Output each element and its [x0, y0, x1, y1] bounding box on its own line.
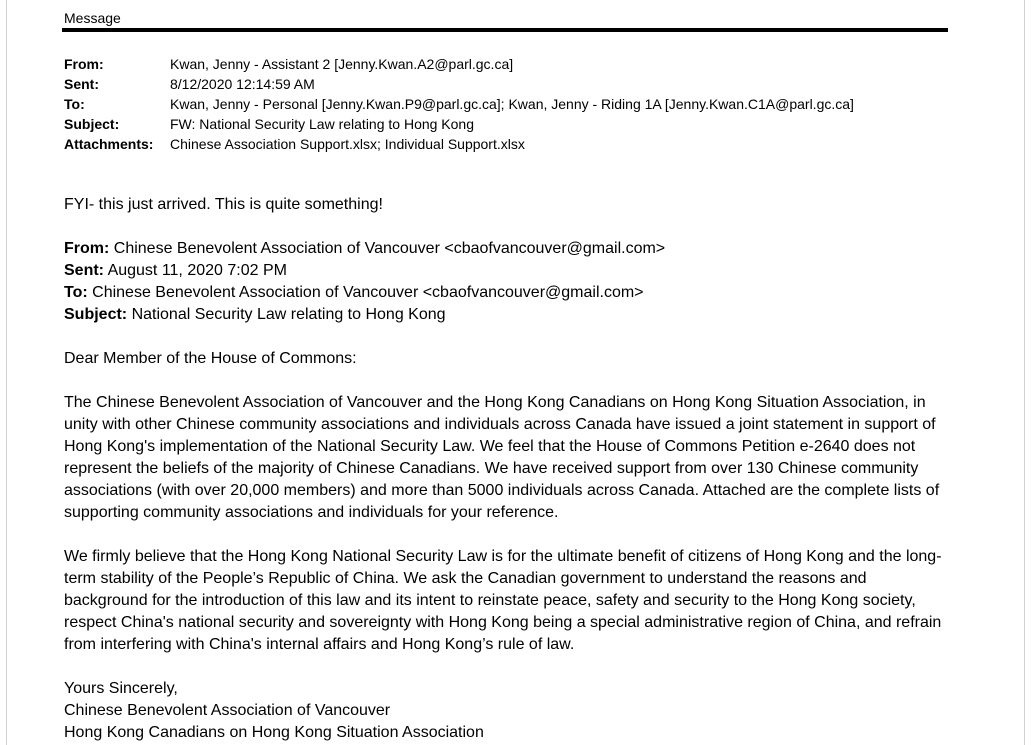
- header-from-row: [64, 54, 854, 74]
- sent-value: 8/12/2020 12:14:59 AM: [170, 76, 315, 92]
- from-label: From:: [64, 56, 104, 72]
- to-value: Kwan, Jenny - Personal [Jenny.Kwan.P9@parl.gc.ca]; Kwan, Jenny - Riding 1A [Jenny.Kwan.C1A@parl.gc.ca]: [170, 96, 854, 112]
- sent-label: Sent:: [64, 76, 99, 92]
- fwd-from-value: Chinese Benevolent Association of Vancouver <cbaofvancouver@gmail.com>: [109, 240, 666, 257]
- body-paragraph-1: The Chinese Benevolent Association of Vancouver and the Hong Kong Canadians on Hong Kong Situation Association, in unity with other Chinese community associations and individuals across Canada have issued a joint statement in support of Hong Kong's implementation of the National Security Law. We feel that the House of Commons Petition e-2640 does not represent the beliefs of the majority of Chinese Canadians. We have received support from over 130 Chinese community associations (with over 20,000 members) and more than 5000 individuals across Canada. Attached are the complete lists of supporting community associations and individuals for your reference.: [64, 394, 940, 521]
- email-header: [64, 54, 854, 154]
- salutation: Dear Member of the House of Commons:: [64, 350, 357, 367]
- subject-label: Subject:: [64, 116, 120, 132]
- email-body: [64, 194, 954, 744]
- fwd-sent-line: [64, 260, 954, 282]
- fwd-subject-label: Subject:: [64, 306, 128, 323]
- body-paragraph-2: We firmly believe that the Hong Kong National Security Law is for the ultimate benefit of citizens of Hong Kong and the long-term stability of the People’s Republic of China. We ask the Canadian government to understand the reasons and background for the introduction of this law and its intent to reinstate peace, safety and security to the Hong Kong society, respect China's national security and sovereignty with Hong Kong being a special administrative region of China, and refrain from interfering with China's internal affairs and Hong Kong’s rule of law.: [64, 548, 942, 653]
- fwd-to-line: [64, 282, 954, 304]
- forwarded-header: [64, 238, 954, 326]
- attachments-label: Attachments:: [64, 136, 154, 152]
- fwd-to-label: To:: [64, 284, 88, 301]
- header-sent-row: [64, 74, 854, 94]
- signature-line-2: Hong Kong Canadians on Hong Kong Situation Association: [64, 724, 484, 741]
- page-left-border: [6, 0, 7, 745]
- subject-value: FW: National Security Law relating to Hong Kong: [170, 116, 475, 132]
- message-title: Message: [64, 10, 121, 26]
- header-to-row: [64, 94, 854, 114]
- signature-line-1: Chinese Benevolent Association of Vancouver: [64, 702, 391, 719]
- closing: Yours Sincerely,: [64, 680, 178, 697]
- page-right-border: [1024, 0, 1025, 745]
- fwd-subject-value: National Security Law relating to Hong Kong: [127, 306, 446, 323]
- fwd-from-line: [64, 238, 954, 260]
- fwd-subject-line: [64, 304, 954, 326]
- header-subject-row: [64, 114, 854, 134]
- fwd-to-value: Chinese Benevolent Association of Vancouver <cbaofvancouver@gmail.com>: [87, 284, 644, 301]
- attachments-value[interactable]: Chinese Association Support.xlsx; Individual Support.xlsx: [170, 136, 525, 152]
- to-label: To:: [64, 96, 85, 112]
- header-attachments-row: [64, 134, 854, 154]
- from-value: Kwan, Jenny - Assistant 2 [Jenny.Kwan.A2@parl.gc.ca]: [170, 56, 514, 72]
- fwd-sent-value: August 11, 2020 7:02 PM: [104, 262, 287, 279]
- fwd-from-label: From:: [64, 240, 110, 257]
- intro-line: FYI- this just arrived. This is quite something!: [64, 196, 383, 213]
- title-divider: [62, 28, 948, 32]
- fwd-sent-label: Sent:: [64, 262, 104, 279]
